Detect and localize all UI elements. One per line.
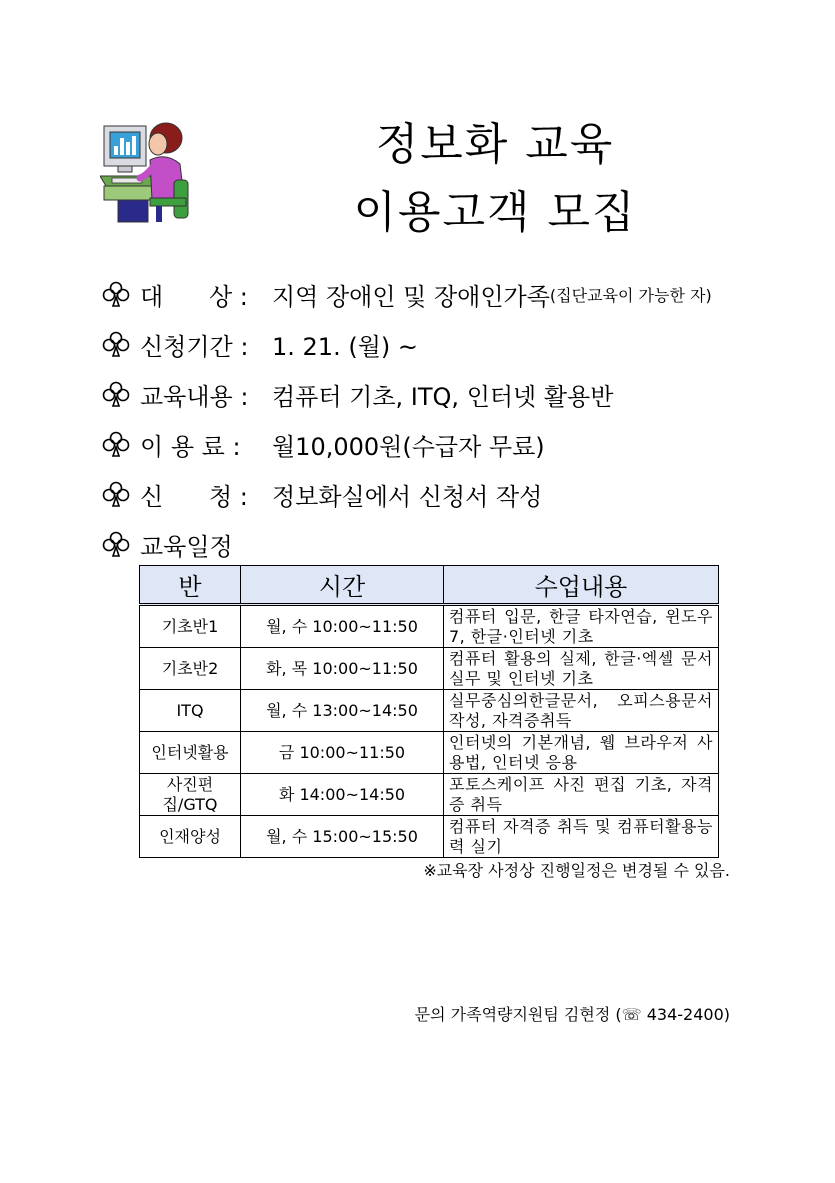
club-icon (100, 480, 132, 508)
content-cell: 컴퓨터 입문, 한글 타자연습, 윈도우 7, 한글·인터넷 기초 (444, 605, 719, 648)
club-icon (100, 330, 132, 358)
info-label: 교육내용 : (140, 382, 249, 411)
table-row (140, 774, 719, 816)
column-header-time: 시간 (241, 566, 444, 605)
info-value: 월10,000원(수급자 무료) (272, 432, 545, 461)
column-header-content: 수업내용 (444, 566, 719, 605)
info-value: 1. 21. (월) ~ (272, 332, 418, 361)
info-row-period (100, 326, 418, 362)
info-note: (집단교육이 가능한 자) (549, 285, 712, 305)
time-cell: 월, 수 13:00~14:50 (241, 690, 444, 732)
club-icon (100, 280, 132, 308)
club-icon (100, 380, 132, 408)
info-value: 정보화실에서 신청서 작성 (272, 482, 543, 511)
table-row (140, 690, 719, 732)
computer-user-clipart (100, 120, 192, 224)
info-label: 교육일정 (140, 532, 233, 561)
info-label: 이 용 료 : (140, 432, 241, 461)
schedule-table (139, 565, 719, 858)
info-row-content (100, 376, 613, 412)
content-cell: 포토스케이프 사진 편집 기초, 자격증 취득 (444, 774, 719, 816)
time-cell: 금 10:00~11:50 (241, 732, 444, 774)
class-cell: 기초반1 (140, 605, 241, 648)
table-row (140, 816, 719, 858)
table-row (140, 732, 719, 774)
time-cell: 월, 수 10:00~11:50 (241, 605, 444, 648)
info-label: 신청기간 : (140, 332, 249, 361)
info-label: 대 상 : (140, 282, 248, 311)
info-row-schedule (100, 526, 233, 562)
info-value: 컴퓨터 기초, ITQ, 인터넷 활용반 (272, 382, 614, 411)
column-header-class: 반 (140, 566, 241, 605)
time-cell: 화 14:00~14:50 (241, 774, 444, 816)
time-cell: 화, 목 10:00~11:50 (241, 648, 444, 690)
page-subtitle: 이용고객 모집 (353, 187, 637, 238)
schedule-note: ※교육장 사정상 진행일정은 변경될 수 있음. (423, 861, 730, 880)
time-cell: 월, 수 15:00~15:50 (241, 816, 444, 858)
table-header-row (140, 566, 719, 605)
content-cell: 컴퓨터 활용의 실제, 한글·엑셀 문서 실무 및 인터넷 기초 (444, 648, 719, 690)
club-icon (100, 530, 132, 558)
table-row (140, 605, 719, 648)
info-row-target (100, 276, 712, 312)
table-row (140, 648, 719, 690)
content-cell: 실무중심의한글문서, 오피스용문서작성, 자격증취득 (444, 690, 719, 732)
info-value: 지역 장애인 및 장애인가족 (272, 282, 550, 311)
content-cell: 컴퓨터 자격증 취득 및 컴퓨터활용능력 실기 (444, 816, 719, 858)
class-cell: 인터넷활용 (140, 732, 241, 774)
info-label: 신 청 : (140, 482, 248, 511)
class-cell: ITQ (140, 690, 241, 732)
class-cell: 사진편집/GTQ (140, 774, 241, 816)
class-cell: 기초반2 (140, 648, 241, 690)
info-row-apply (100, 476, 542, 512)
page-title: 정보화 교육 (375, 119, 615, 170)
class-cell: 인재양성 (140, 816, 241, 858)
content-cell: 인터넷의 기본개념, 웹 브라우저 사용법, 인터넷 응용 (444, 732, 719, 774)
contact-info: 문의 가족역량지원팀 김현정 (☏ 434-2400) (414, 1005, 730, 1024)
club-icon (100, 430, 132, 458)
info-row-fee (100, 426, 545, 462)
